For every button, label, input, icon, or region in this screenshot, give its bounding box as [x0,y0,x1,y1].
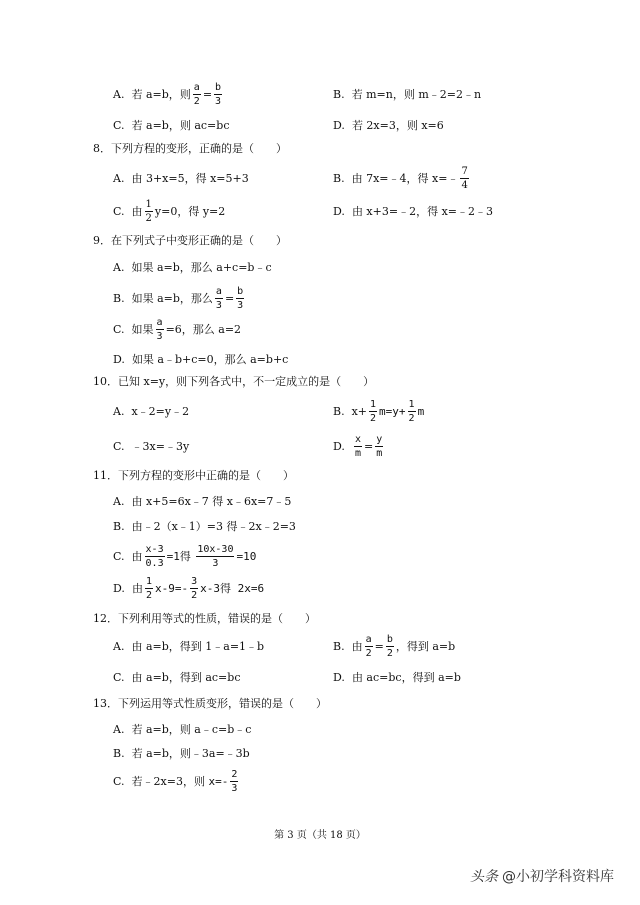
q12-option-a: A. 由 a=b，得到 1﹣a=1﹣b [113,639,265,653]
question-8-stem: 8．下列方程的变形，正确的是（ ） [93,142,287,155]
q8-option-b: B. 由 7x=﹣4，得 x= ﹣ $\frac{7}{4}$ [333,165,468,191]
q7-option-b: B. 若 m=n，则 m﹣2=2﹣n [333,87,482,101]
fraction: $\frac{x-3}{0.3}$ [145,543,164,569]
q9-option-b: B. 如果 a=b，那么 $\frac{a}{3}$ = $\frac{b}{3}$ [113,285,244,311]
fraction: $\frac{x}{m}$ [354,433,361,459]
q13-option-b: B. 若 a=b，则﹣3a=﹣3b [113,746,250,760]
watermark [470,866,614,886]
q10-option-b: B. x+ $\frac{1}{2}$ m=y+ $\frac{1}{2}$ m [333,398,425,424]
fraction: $\frac{a}{2}$ [365,633,372,659]
q7-option-c: C. 若 a=b，则 ac=bc [113,118,230,132]
q13-option-c: C. 若﹣2x=3，则 x=- $\frac{2}{3}$ [113,768,238,794]
question-13-stem: 13．下列运用等式性质变形，错误的是（ ） [93,697,327,710]
q7-option-d: D. 若 2x=3，则 x=6 [333,118,444,132]
fraction: $\frac{2}{3}$ [231,768,238,794]
watermark-text: @小初学科资料库 [502,869,614,885]
fraction: $\frac{1}{2}$ [370,398,377,424]
fraction: $\frac{10x-30}{3}$ [197,543,234,569]
q11-option-b: B. 由﹣2（x﹣1）=3 得﹣2x﹣2=3 [113,519,296,533]
q10-option-a: A. x﹣2=y﹣2 [113,404,190,418]
fraction: $\frac{7}{4}$ [461,165,468,191]
question-9-stem: 9．在下列式子中变形正确的是（ ） [93,234,287,247]
q12-option-d: D. 由 ac=bc，得到 a=b [333,670,461,684]
q9-option-c: C. 如果 $\frac{a}{3}$ =6，那么 a=2 [113,316,242,342]
q12-option-c: C. 由 a=b，得到 ac=bc [113,670,241,684]
fraction: $\frac{a}{3}$ [215,285,222,311]
fraction: $\frac{b}{2}$ [386,633,393,659]
fraction: $\frac{a}{2}$ [193,81,200,107]
q9-option-d: D. 如果 a﹣b+c=0，那么 a=b+c [113,352,289,366]
question-11-stem: 11．下列方程的变形中正确的是（ ） [93,469,294,482]
q8-option-a: A. 由 3+x=5，得 x=5+3 [113,171,249,185]
q9-option-a: A. 如果 a=b，那么 a+c=b﹣c [113,260,272,274]
q11-option-a: A. 由 x+5=6x﹣7 得 x﹣6x=7﹣5 [113,494,292,508]
question-10-stem: 10．已知 x=y，则下列各式中，不一定成立的是（ ） [93,375,375,388]
q8-option-c: C. 由 $\frac{1}{2}$ y=0，得 y=2 [113,198,226,224]
q7-option-a: A. 若 a=b，则 $\frac{a}{2}$ = $\frac{b}{3}$ [113,81,222,107]
q10-option-d: D. $\frac{x}{m}$ = $\frac{y}{m}$ [333,433,383,459]
q11-option-d: D. 由 $\frac{1}{2}$ x-9=- $\frac{3}{2}$ x-3得 2x=6 [113,575,265,601]
fraction: $\frac{a}{3}$ [156,316,163,342]
fraction: $\frac{1}{2}$ [145,575,152,601]
fraction: $\frac{b}{3}$ [215,81,222,107]
fraction: $\frac{b}{3}$ [237,285,244,311]
q12-option-b: B. 由 $\frac{a}{2}$ = $\frac{b}{2}$ ，得到 a=b [333,633,456,659]
question-12-stem: 12．下列利用等式的性质，错误的是（ ） [93,612,316,625]
q11-option-c: C. 由 $\frac{x-3}{0.3}$ =1得 $\frac{10x-30}{3}$ =10 [113,543,257,569]
page-footer: 第 3 页（共 18 页） [274,830,366,841]
toutiao-logo: 头条 [470,869,498,885]
q10-option-c: C. ﹣3x=﹣3y [113,439,190,453]
fraction: $\frac{1}{2}$ [145,198,152,224]
q8-option-d: D. 由 x+3=﹣2，得 x=﹣2﹣3 [333,204,493,218]
q13-option-a: A. 若 a=b，则 a﹣c=b﹣c [113,722,252,736]
fraction: $\frac{y}{m}$ [376,433,383,459]
fraction: $\frac{1}{2}$ [408,398,415,424]
fraction: $\frac{3}{2}$ [191,575,198,601]
